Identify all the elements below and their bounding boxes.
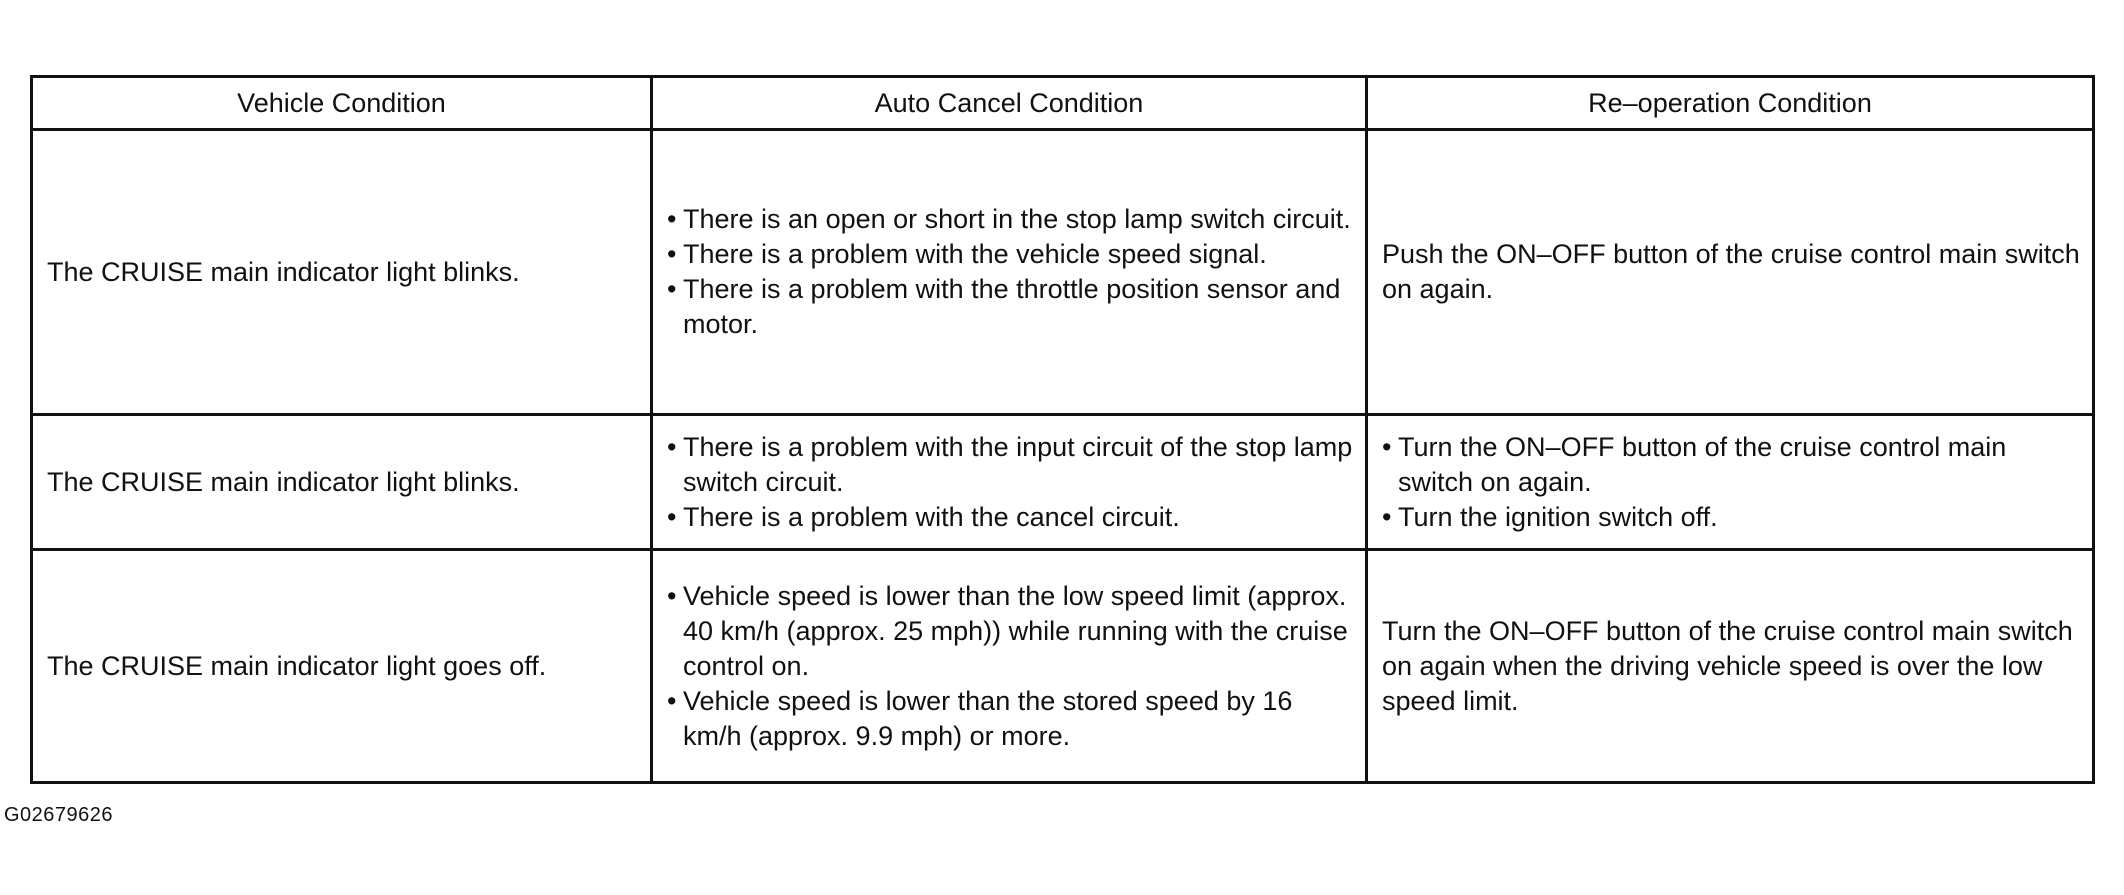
list-item: • Turn the ignition switch off.: [1382, 500, 2080, 535]
table-row: [32, 130, 2094, 415]
figure-id: G02679626: [4, 804, 114, 826]
list-item: • Vehicle speed is lower than the low speed limit (approx. 40 km/h (approx. 25 mph)) while running with the cruise control on.: [667, 579, 1353, 684]
header-reoperation-condition: Re–operation Condition: [1367, 77, 2094, 130]
list-item: • There is a problem with the cancel circuit.: [667, 500, 1353, 535]
reoperation-cell: [1367, 415, 2094, 550]
list-item: • There is an open or short in the stop lamp switch circuit.: [667, 202, 1353, 237]
table-row: [32, 415, 2094, 550]
auto-cancel-cell: [652, 550, 1367, 783]
auto-cancel-cell: [652, 415, 1367, 550]
list-item: • Vehicle speed is lower than the stored speed by 16 km/h (approx. 9.9 mph) or more.: [667, 684, 1353, 754]
auto-cancel-list: [667, 202, 1353, 342]
header-auto-cancel-condition: Auto Cancel Condition: [652, 77, 1367, 130]
list-item: • There is a problem with the throttle position sensor and motor.: [667, 272, 1353, 342]
reoperation-list: [1382, 430, 2080, 535]
header-vehicle-condition: Vehicle Condition: [32, 77, 652, 130]
list-item: • There is a problem with the input circuit of the stop lamp switch circuit.: [667, 430, 1353, 500]
list-item: • Turn the ON–OFF button of the cruise control main switch on again.: [1382, 430, 2080, 500]
auto-cancel-list: [667, 430, 1353, 535]
auto-cancel-cell: [652, 130, 1367, 415]
vehicle-condition-cell: The CRUISE main indicator light blinks.: [32, 130, 652, 415]
condition-table: [30, 75, 2095, 784]
condition-table-container: [30, 75, 2092, 784]
reoperation-cell: Push the ON–OFF button of the cruise control main switch on again.: [1367, 130, 2094, 415]
reoperation-cell: Turn the ON–OFF button of the cruise control main switch on again when the driving vehicle speed is over the low speed limit.: [1367, 550, 2094, 783]
table-header-row: [32, 77, 2094, 130]
table-row: [32, 550, 2094, 783]
list-item: • There is a problem with the vehicle speed signal.: [667, 237, 1353, 272]
vehicle-condition-cell: The CRUISE main indicator light blinks.: [32, 415, 652, 550]
auto-cancel-list: [667, 579, 1353, 754]
vehicle-condition-cell: The CRUISE main indicator light goes off.: [32, 550, 652, 783]
